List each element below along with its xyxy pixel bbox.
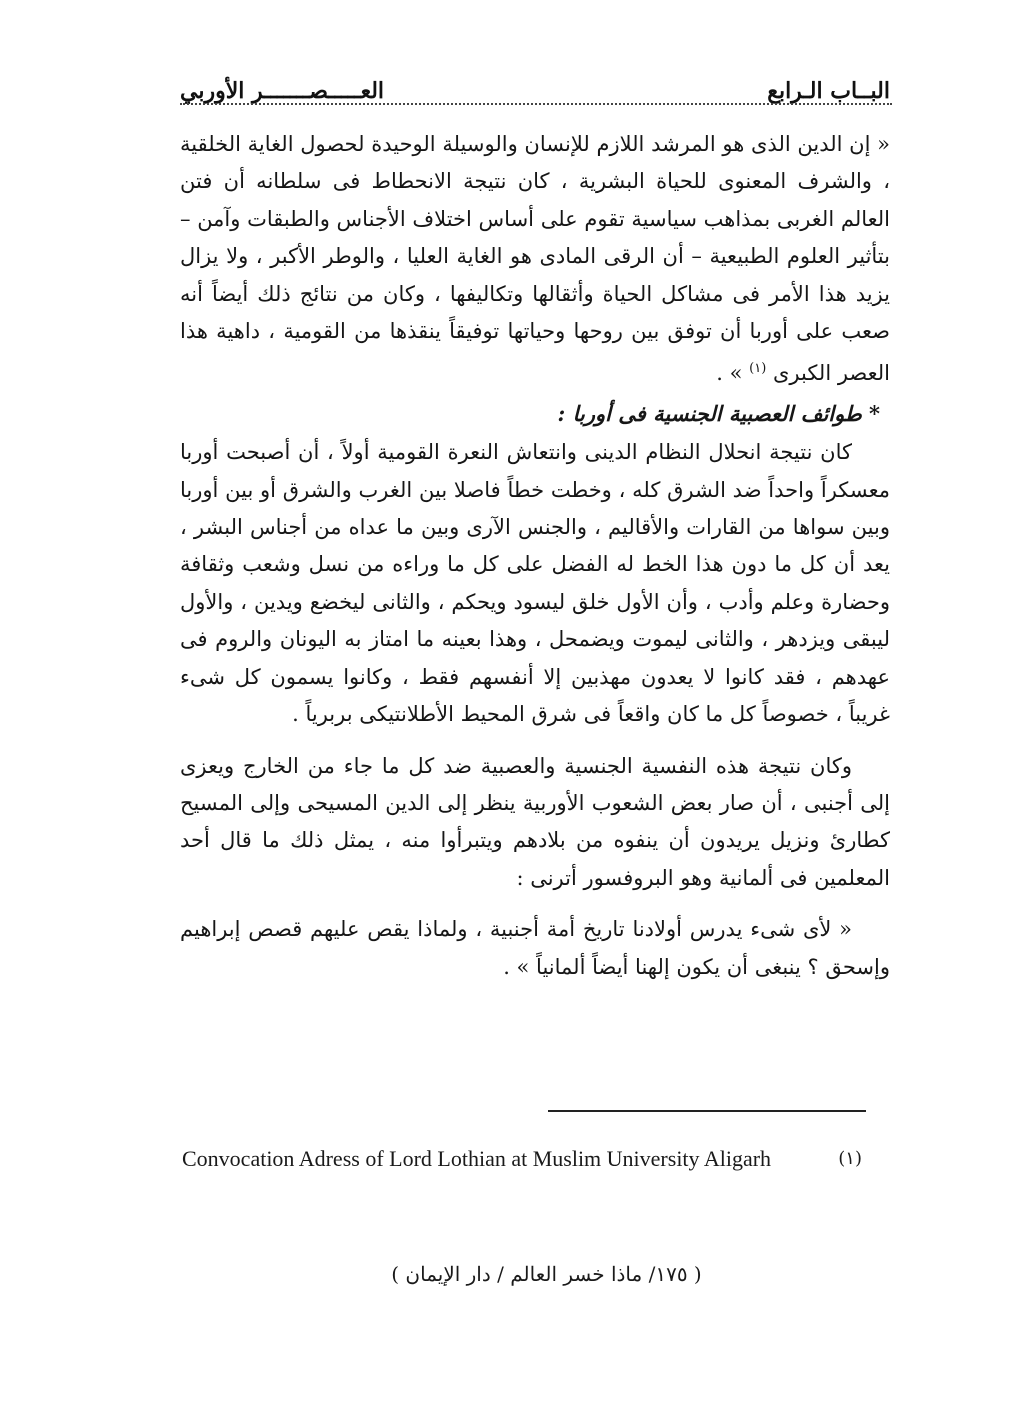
paragraph: وكان نتيجة هذه النفسية الجنسية والعصبية ضد كل ما جاء من الخارج ويعزى إلى أجنبى ، أن صار بعض الشعوب الأوربية ينظر إلى الدين المسيحى وإلى المسيح كطارئ ونزيل يريدون أن ينفوه من بلادهم ويتبرأوا منه ، يمثل ذلك ما قال أحد المعلمين فى ألمانية وهو البروفسور أترنى : xyxy=(180,753,890,890)
quote-paragraph: « لأى شىء يدرس أولادنا تاريخ أمة أجنبية ، ولماذا يقص عليهم قصص إبراهيم وإسحق ؟ ينبغى أن يكون إلهنا أيضاً ألمانياً » . xyxy=(180,917,890,979)
header-divider xyxy=(180,103,892,105)
footnote xyxy=(182,1146,862,1172)
footnote-divider xyxy=(548,1110,866,1112)
body-text xyxy=(180,126,890,986)
footnote-text: Convocation Adress of Lord Lothian at Muslim University Aligarh xyxy=(182,1146,772,1171)
footnote-marker: (١) xyxy=(838,1148,862,1169)
section-title: العـــــصـــــــر الأوربي xyxy=(180,78,385,104)
chapter-title: البــاب الـرابع xyxy=(767,78,890,104)
quote-text: « إن الدين الذى هو المرشد اللازم للإنسان والوسيلة الوحيدة لحصول الغاية الخلقية ، والشرف المعنوى للحياة البشرية ، كان نتيجة الانحطاط فى سلطانه أن فتن العالم الغربى بمذاهب سياسية تقوم على أساس اختلاف الأجناس والطبقات وآمن – بتأثير العلوم الطبيعية – أن الرقى المادى هو الغاية العليا ، والوطر الأكبر ، ولا يزال يزيد هذا الأمر فى مشاكل الحياة وأثقالها وتكاليفها ، وكان من نتائج ذلك أيضاً أنه صعب على أوربا أن توفق بين روحها وحياتها توفيقاً ينقذها من القومية ، داهية هذا العصر الكبرى xyxy=(180,132,890,386)
paragraph: كان نتيجة انحلال النظام الدينى وانتعاش النعرة القومية أولاً ، أن أصبحت أوربا معسكراً واحداً ضد الشرق كله ، وخطت خطاً فاصلا بين الغرب والشرق أو بين أوربا وبين سواها من القارات والأقاليم ، والجنس الآرى وبين ما عداه من أجناس البشر ، يعد أن كل ما دون هذا الخط له الفضل على كل ما وراءه من نسل وشعب وثقافة وحضارة وعلم وأدب ، وأن الأول خلق ليسود ويحكم ، والثانى ليخضع ويدين ، والأول ليبقى ويزدهر ، والثانى ليموت ويضمحل ، وهذا بعينه ما امتاز به اليونان والروم فى عهدهم ، فقد كانوا لا يعدون مهذبين إلا أنفسهم فقط ، وكانوا يسمون كل شىء غريباً ، خصوصاً كل ما كان واقعاً فى شرق المحيط الأطلانتيكى بربرياً . xyxy=(180,440,890,727)
footnote-reference[interactable]: (١) xyxy=(749,361,767,377)
quote-close: » . xyxy=(716,361,750,386)
quote-paragraph xyxy=(180,126,890,393)
section-subheading: * طوائف العصبية الجنسية فى أوربا : xyxy=(557,400,880,426)
running-header xyxy=(180,70,890,104)
page-footer: ( ١٧٥/ ماذا خسر العالم / دار الإيمان ) xyxy=(391,1262,702,1286)
